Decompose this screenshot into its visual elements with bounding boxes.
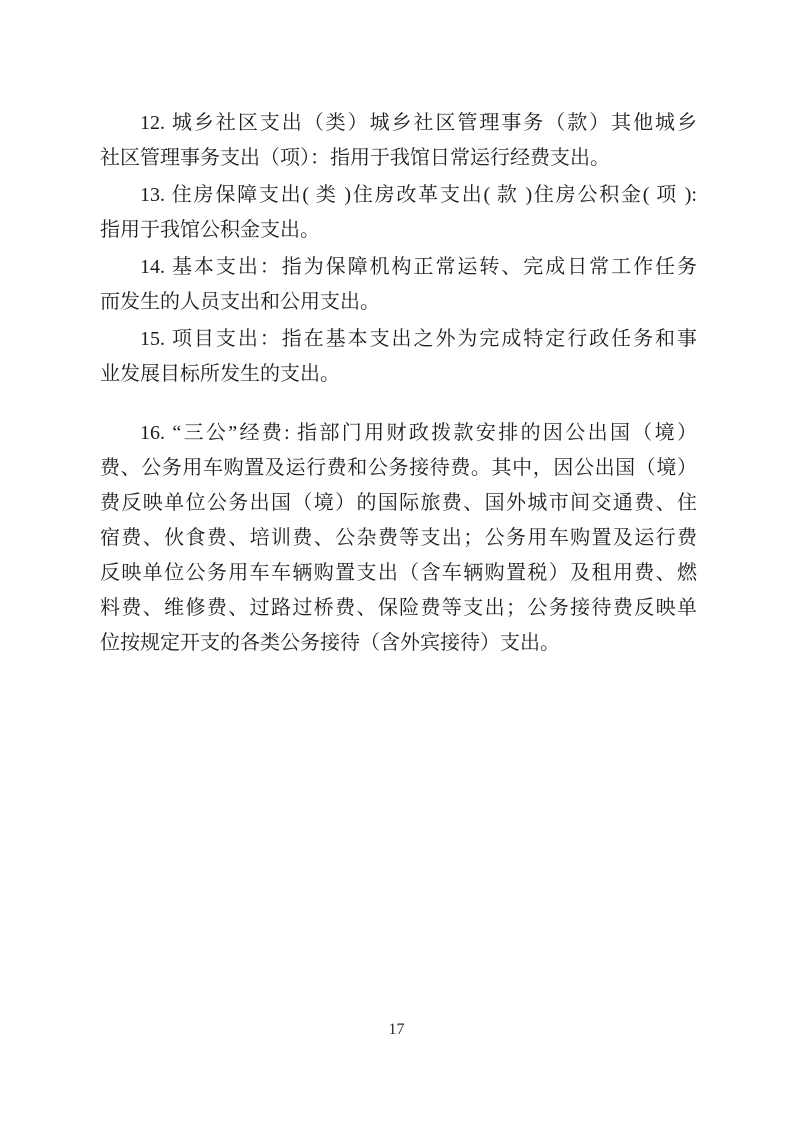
paragraph-14-line-1: 14. 基本支出：指为保障机构正常运转、完成日常工作任务 <box>140 256 697 278</box>
paragraph-12-line-1: 12. 城乡社区支出（类）城乡社区管理事务（款）其他城乡 <box>140 112 697 134</box>
paragraph-16-line-7: 位按规定开支的各类公务接待（含外宾接待）支出。 <box>100 632 560 654</box>
paragraph-15-line-1: 15. 项目支出：指在基本支出之外为完成特定行政任务和事 <box>140 328 697 350</box>
paragraph-15 <box>100 322 697 392</box>
paragraph-12-line-2: 社区管理事务支出（项）：指用于我馆日常运行经费支出。 <box>100 147 610 169</box>
paragraph-16-line-4: 宿费、伙食费、培训费、公杂费等支出；公务用车购置及运行费 <box>100 527 697 549</box>
paragraph-12 <box>100 106 697 176</box>
page-number: 17 <box>388 1021 405 1038</box>
paragraph-14-line-2: 而发生的人员支出和公用支出。 <box>100 291 380 313</box>
paragraph-16-line-2: 费、公务用车购置及运行费和公务接待费。其中，因公出国（境） <box>100 457 697 479</box>
paragraph-16-line-3: 费反映单位公务出国（境）的国际旅费、国外城市间交通费、住 <box>100 492 697 514</box>
paragraph-14 <box>100 250 697 320</box>
paragraph-13-line-1: 13. 住房保障支出( 类 )住房改革支出( 款 )住房公积金( 项 ): <box>140 184 697 206</box>
paragraph-13 <box>100 178 697 248</box>
paragraph-15-line-2: 业发展目标所发生的支出。 <box>100 363 340 385</box>
paragraph-16-line-1: 16. “三公”经费: 指部门用财政拨款安排的因公出国（境） <box>140 422 697 444</box>
paragraph-16 <box>100 416 697 661</box>
paragraph-13-line-2: 指用于我馆公积金支出。 <box>100 219 320 241</box>
text-block <box>100 106 697 661</box>
paragraph-16-line-6: 料费、维修费、过路过桥费、保险费等支出；公务接待费反映单 <box>100 597 697 619</box>
paragraph-16-line-5: 反映单位公务用车车辆购置支出（含车辆购置税）及租用费、燃 <box>100 562 697 584</box>
